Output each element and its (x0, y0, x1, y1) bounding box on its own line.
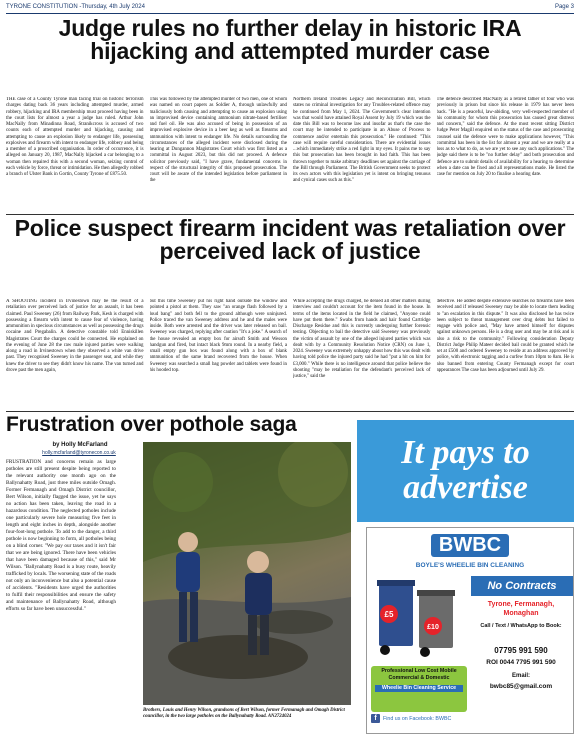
page-header (6, 4, 574, 13)
price-badge-2: £10 (427, 624, 439, 631)
story3-headline: Frustration over pothole saga (6, 413, 297, 436)
email-label: Email: (511, 673, 530, 679)
story2-column: While accepting the drugs charged, he denied all other matters during interview and couldn't account for the item found in the house. In terms of the items located in the field he claimed, "Anyone could have put them there." Swabs from hands and hair found Cartridge Discharge Residue and this is currently undergoing further forensic testing. Objecting to bail the detective said Sweeney was previously the victim of assault by one of the alleged injured parties which was dealt with by a Community Resolution Notice (CRN) on June 1, 2024. Sweeney was extremely unhappy about how this was dealt with having told police the injured party said he had "put a hit on him for £3,000." While there is no intelligence around that police believe the shooting "may be retaliation for the defendant's perceived lack of justice," said the (293, 299, 431, 380)
page-number: Page 3 (554, 4, 574, 10)
services-box (371, 666, 467, 712)
brand-logo: BWBC (431, 534, 509, 557)
story1-column: THE case of a County Tyrone man facing trial on historic terrorism charges dating back 36 years including attempted murder, armed robbery, hijacking and IRA membership must proceed having been in the court lists for almost a year a judge has ruled. Arthur John MacNally from Minadinna Road, Stranikcross is accused of two counts each of attempted murder and hijacking, causing and attempting to cause an explosion likely to endanger life, possessing explosives and firearm with intent to endanger life, robbery and being a member of a proscribed organisation. In order of occurrence, it is alleged on January 20, 1987, MacNally hijacked a car belonging to a woman then repaired this with a second woman, seizing control of each vehicle by force, threat or intimidation. He then allegedly robbed a branch of Ulster Bank in Gortin, County Tyrone of £875.50. (6, 97, 144, 178)
promo-line1: It pays to (401, 434, 530, 472)
header-rule (6, 13, 574, 14)
story1-column: The defence described MacNally as a retired father of four who was previously in prison but since his release in 1979 has never been back. "He is a peaceful, law-abiding, very well-respected member of his community for whom this prosecution has caused great distress and concern," said the defence. At the most recent sitting District Judge Peter Magill enquired on the status of the case and prosecuting counsel said the defence were to make applications however, "This committal has been in the list for almost a year and we are really at a loss as to what to do, as we are yet to see any such applications." The judge said there is to be "no further delay" and both prosecution and defence are to submit details of availability for a hearing to determine when a date can be fixed and all representations made. He listed the case for mention on July 20 to finalise a hearing date. (436, 97, 574, 178)
photo-caption: Brothers, Louis and Henry Wilson, grandsons of Bert Wilson, former Fermanagh and Omagh District councillor, in the two large potholes on the Ballynahatty Road. AN2724024 (143, 708, 345, 719)
facebook-label: Find us on Facebook: BWBC (383, 715, 452, 722)
pothole-photo (143, 442, 351, 705)
service-line: Commercial & Domestic (388, 675, 450, 682)
bwbc-advert[interactable] (366, 527, 574, 734)
ad-logo (367, 534, 573, 557)
promo-line2: advertise (403, 469, 528, 507)
story2-headline: Police suspect firearm incident was retaliation over perceived lack of justice (14, 215, 566, 265)
ad-tagline: BOYLE'S WHEELIE BIN CLEANING (415, 562, 525, 569)
byline: by Holly McFarland (52, 442, 108, 448)
email-address[interactable]: bwbc85@gmail.com (489, 683, 553, 690)
price-badge-1: £5 (384, 610, 394, 619)
story1-column: Northern Ireland Troubles Legacy and Reconciliation Bill, which states no criminal investigation for any Troubles-related offence may be continued from May 1, 2024. The Government's clear intention was that would have attained Royal Assent by July 19 which was the date this Bill was to become law and insofar as that's the case the court may be intended to participate in an Abuse of Process to commence and/or entertain this prosecution." He continued: "This case will require careful consideration. There are evidential issues ...which immediately strike a red light in my eyes. It pains me to say this but prosecution has been brought in bad faith. This has been thrown together to make arbitrary deadlines set against the carriage of the Bill through Parliament. The British Government seeks to protect its own actors with this legislation yet is intent on bringing tenuous and cynical cases such as this." (293, 97, 431, 184)
service-line: Professional Low Cost Mobile (381, 668, 457, 674)
facebook-icon: f (371, 714, 380, 723)
author-email[interactable]: holly.mcfarland@tyronecon.co.uk (42, 450, 116, 456)
service-areas: Tyrone, Fermanagh, Monaghan (487, 601, 555, 618)
phone-number-roi[interactable]: ROI 0044 7795 991 590 (486, 659, 556, 666)
phone-number[interactable]: 07795 991 590 (494, 646, 548, 655)
story2-column: detective. He added despite extensive searches no firearms have been received and if released Sweeney may be able to locate them leading to "an escalation in this dispute." It was also disclosed he has twice been subject to threat management over drug debts but failed to engage with police and, "May have armed himself for disputes against unknown persons. He is a drug user and may be at risk and is also a risk to the community." Following consideration Deputy District Judge Philip Mateer decided bail could be granted which he set at £500 and ordered Sweeney to reside at an address approved by police, with electronic tagging and a curfew from 10pm to 8am. He is also banned from entering County Fermanagh except for court appearances The case has been adjourned until July 29. (436, 299, 574, 373)
wheelie-bin-icon (371, 574, 471, 662)
story3-body (6, 459, 116, 729)
section-divider (6, 411, 574, 412)
no-contracts-banner: No Contracts (471, 576, 573, 596)
service-line: Wheelie Bin Cleaning Service (375, 685, 463, 692)
contact-label: Call / Text / WhatsApp to Book: (480, 623, 562, 629)
story2-body (6, 299, 574, 407)
photo-illustration (143, 442, 351, 705)
promo-banner (357, 420, 574, 522)
publication-date: TYRONE CONSTITUTION -Thursday, 4th July 2024 (6, 4, 145, 10)
story1-column: This was followed by the attempted murder of two men, one of whom was named on court papers as Soldier A, through unlawfully and maliciously both causing and attempting to cause an explosion using an improvised device containing ammonium nitrate-based fertiliser and fuel oil. He was also accused of being in possession of an improvised explosive device in a beer keg as well as firearms and ammunition with intent to endanger life. No details surrounding the circumstances of the alleged incident were disclosed during the hearing at Dungannon Magistrates Court which was first listed as a committal in August 2023, but this did not proceed. A defence solicitor previously said, "I have grave, fundamental concerns in respect of the structural integrity of this proposed prosecution. The court will be aware of the intended legislation before parliament in the (149, 97, 287, 184)
story1-headline: Judge rules no further delay in historic IRA hijacking and attempted murder case (58, 15, 522, 65)
story2-column: A SHOOTING incident in Irvinestown may be the result of a retaliation over perceived lack of justice for an assault, it has been claimed. Paul Sweeney (26) from Railway Park, Kesh is charged with possessing a firearm with intent to cause fear of violence, having ammunition in specious circumstances as well as possessing the drugs cocaine and Pregabalin. A detective constable told Enniskillen Magistrates Court the charges could be connected. He explained on the evening of June 28 the raw male injured parties were walking along a road in Irvinestown when they observed a white van drive past. They recognised Sweeney in the passenger seat, and while they knew the driver to see they didn't know his name. The van turned and drove past the men again, (6, 299, 144, 373)
story1-body (6, 97, 574, 210)
story3-column: FRUSTRATION and concerns remain as large potholes are still present despite being reported to the relevant authority one month ago on the Ballynahatty Road, just three miles outside Omagh. Former Fermanagh and Omagh District councillor, Bert Wilson, initially flagged the issue, yet he says no action has been taken, leaving the road in a hazardous condition. The neglected potholes include one particularly severe hole measuring five feet in length and eight inches in depth, alongside another four-foot-long pothole. To add to the danger, a third pothole is now beginning to form, all potholes being on a blind corner. "We pay our taxes and it isn't fair that we are being ignored. There have been vehicles that have been damaged because of this," said Mr Wilson. "Ballynahatty Road is a busy route, heavily trafficked by locals. The worsening state of the roads not only an inconvenience but also a potential cause of accidents. "Residents have urged the authorities to fulfil their responsibilities and ensure the safety and maintenance of Ballynahatty Road, although efforts so far have been unsuccessful." (6, 459, 116, 613)
story2-column: but this time Sweeney put his right hand outside the window and pointed a pistol at them. They saw "an orange flash followed by a loud bang" and both fell to the ground although were uninjured. Police traced the van Sweeney address and he and the males were inside. Both were arrested and the driver was later released on bail. Sweeney was charged, replying after caution "It's a joke." A search of the house revealed an empty box for airsoft Smith and Wesson handgun and fired, but intact black 9mm round. In a nearby field, a small empty gun box was found along with a box of blank ammunition of the same brand recovered from the house. When Sweeney was searched a small bag powder and tablets were found in his hooded top. (149, 299, 287, 373)
facebook-link[interactable] (371, 714, 467, 723)
